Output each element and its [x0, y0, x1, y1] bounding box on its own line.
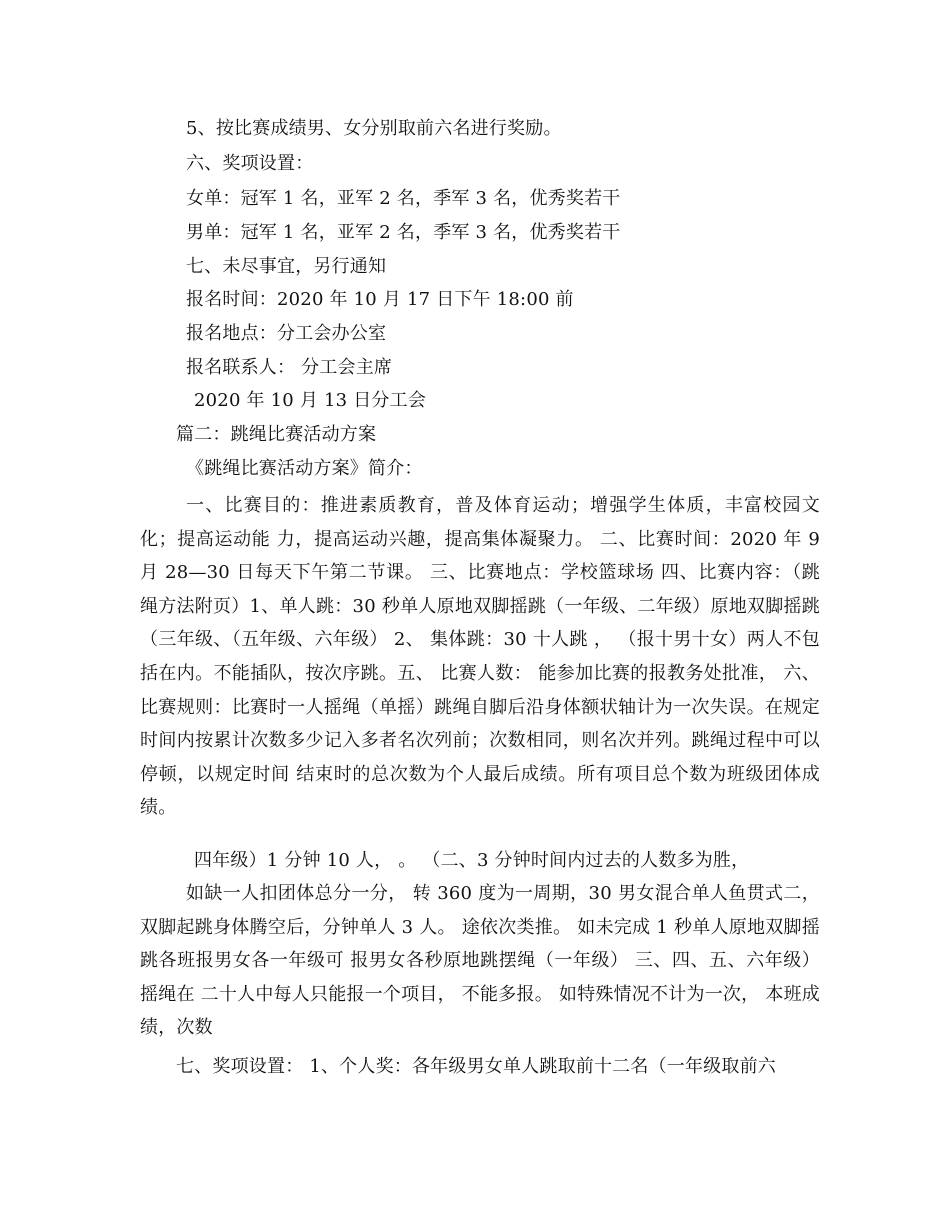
text-line-registration-time: 报名时间：2020 年 10 月 17 日下午 18:00 前: [186, 289, 574, 310]
article-title: 篇二：跳绳比赛活动方案: [176, 424, 377, 445]
text-line-date-signature: 2020 年 10 月 13 日分工会: [194, 390, 427, 411]
body-paragraph-1: 一、比赛目的：推进素质教育，普及体育运动；增强学生体质，丰富校园文化；提高运动能 力，提高运动兴趣，提高集体凝聚力。 二、比赛时间：2020 年 9 月 28—30 日每天下午第二节课。 三、比赛地点：学校篮球场 四、比赛内容：（跳绳方法附页）1、单人跳：30 秒单人原地双脚摇跳（一年级、二年级）原地双脚摇跳（三年级、（五年级、六年级） 2、 集体跳：30 十人跳 ， （报十男十女）两人不包括在内。不能插队，按次序跳。五、 比赛人数： 能参加比赛的报教务处批准， 六、比赛规则：比赛时一人摇绳（单摇）跳绳自脚后沿身体额状轴计为一次失误。在规定时间内按累计次数多少记入多者名次列前；次数相同，则名次并列。跳绳过程中可以停顿，以规定时间 结束时的总次数为个人最后成绩。所有项目总个数为班级团体成绩。: [140, 495, 820, 819]
text-line-registration-place: 报名地点：分工会办公室: [186, 323, 387, 344]
section-heading-awards: 六、奖项设置：: [186, 153, 314, 174]
body-paragraph-2: 如缺一人扣团体总分一分， 转 360 度为一周期，30 男女混合单人鱼贯式二，双脚起跳身体腾空后，分钟单人 3 人。 途依次类推。 如未完成 1 秒单人原地双脚摇跳各班报男女各一年级可 报男女各秒原地跳摆绳（一年级） 三、四、五、六年级）摇绳在 二十人中每人只能报一个项目， 不能多报。 如特殊情况不计为一次， 本班成绩，次数: [140, 883, 820, 1039]
text-line-mens-singles: 男单：冠军 1 名，亚军 2 名，季军 3 名，优秀奖若干: [186, 222, 621, 243]
text-line-fragment: 四年级）1 分钟 10 人， 。 （二、3 分钟时间内过去的人数多为胜，: [194, 850, 750, 871]
article-intro-heading: 《跳绳比赛活动方案》简介：: [186, 458, 423, 479]
text-line-awards-section: 七、奖项设置： 1、个人奖：各年级男女单人跳取前十二名（一年级取前六: [176, 1056, 776, 1077]
text-line-womens-singles: 女单：冠军 1 名，亚军 2 名，季军 3 名，优秀奖若干: [186, 188, 621, 209]
section-heading-other: 七、未尽事宜，另行通知: [186, 256, 387, 277]
text-line-award-rule: 5、按比赛成绩男、女分别取前六名进行奖励。: [186, 118, 562, 139]
text-line-registration-contact: 报名联系人： 分工会主席: [186, 357, 393, 378]
